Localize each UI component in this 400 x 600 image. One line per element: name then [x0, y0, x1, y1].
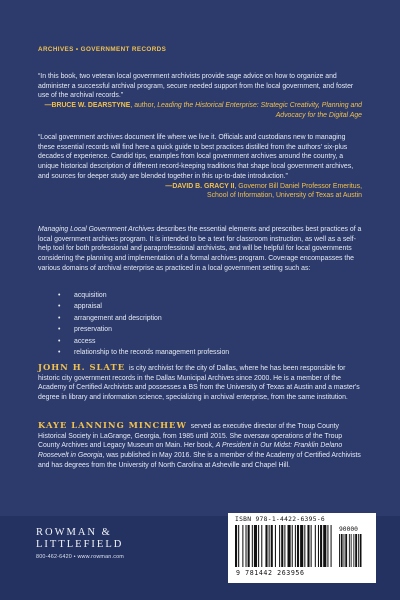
price-code: 90000 [339, 526, 358, 533]
isbn-label: ISBN 978-1-4422-6395-6 [235, 516, 326, 523]
bio-book-title: A President in Our Midst: Franklin Delano Roosevelt in Georgia [38, 442, 343, 460]
quote-text: “In this book, two veteran local government archivists provide sage advice on how to organize and administer a successful archival program, secure needed support from the local government, and foster use of the archival records.” [38, 73, 354, 100]
bio-text: served as executive director of the Troup County Historical Society in LaGrange, Georgia, from 1985 until 2015. She oversaw operations of the Troup County Archives and Legacy Museum on Main. Her book, [38, 423, 343, 450]
author-bio-slate [38, 363, 362, 403]
description-text: describes the essential elements and prescribes best practices of a local government archives program. It is intended to be a text for classroom instruction, as well as a self-help tool for both professional and paraprofessional archivists, and will be helpful for local governments considering the planning and implementation of a formal archives program. Coverage encompasses the various domains of archival enterprise as practiced in a local government setting such as: [38, 226, 362, 272]
category-label: ARCHIVES • GOVERNMENT RECORDS [38, 46, 167, 53]
endorser-affiliation: School of Information, University of Texas at Austin [207, 192, 362, 200]
quote-attribution [38, 182, 362, 201]
endorser-name: —BRUCE W. DEARSTYNE [44, 102, 131, 110]
barcode-digits: 9 781442 263956 [236, 569, 305, 577]
list-item: • preservation [58, 324, 338, 335]
endorser-name: —DAVID B. GRACY II [165, 182, 235, 190]
endorser-role: , author, [130, 102, 158, 110]
quote-attribution [38, 101, 362, 120]
author-name: KAYE LANNING MINCHEW [38, 420, 187, 430]
list-item: • relationship to the records management profession [58, 347, 338, 358]
publisher-name-line2: LITTLEFIELD [36, 539, 124, 550]
endorser-book-title: Leading the Historical Enterprise: Strategic Creativity, Planning and Advocacy for the Digital Age [157, 102, 362, 119]
list-item: • access [58, 336, 338, 347]
author-bio-minchew [38, 421, 362, 471]
publisher-name-line1: ROWMAN & [36, 527, 112, 538]
list-item: • appraisal [58, 301, 338, 312]
book-title: Managing Local Government Archives [38, 226, 155, 233]
list-item: • acquisition [58, 290, 338, 301]
book-description [38, 225, 362, 274]
publisher-contact: 800-462-6420 • www.rowman.com [36, 554, 124, 560]
barcode-bars [235, 525, 369, 567]
endorsement-quote-2 [38, 133, 362, 201]
bio-text: is city archivist for the city of Dallas, where he has been responsible for historic city government records in the Dallas Municipal Archives since 2000. He is a member of the Academy of Certified Archivists and possesses a BS from the University of Texas at Austin and a master's degree in library and information science, specializing in archival enterprise, from the same institution. [38, 365, 360, 402]
topic-list [58, 290, 338, 358]
endorser-role: , Governor Bill Daniel Professor Emeritus, [234, 182, 362, 190]
author-name: JOHN H. SLATE [38, 362, 126, 372]
list-item: • arrangement and description [58, 313, 338, 324]
publisher-logo [36, 527, 124, 560]
endorsement-quote-1 [38, 72, 362, 121]
bio-text-cont: , was published in May 2016. She is a member of the Academy of Certified Archivists and has degrees from the University of North Carolina at Asheville and Chapel Hill. [38, 452, 361, 469]
quote-text: “Local government archives document life where we live it. Officials and custodians new to managing these essential records will find here a quick guide to best practices distilled from the authors' six-plus decades of experience. Candid tips, examples from local government archives around the country, a unique historical description of different record-keeping traditions that shape local government archives, and sources for deeper study are blended together in this up-to-date introduction.” [38, 134, 354, 180]
barcode [228, 513, 376, 583]
